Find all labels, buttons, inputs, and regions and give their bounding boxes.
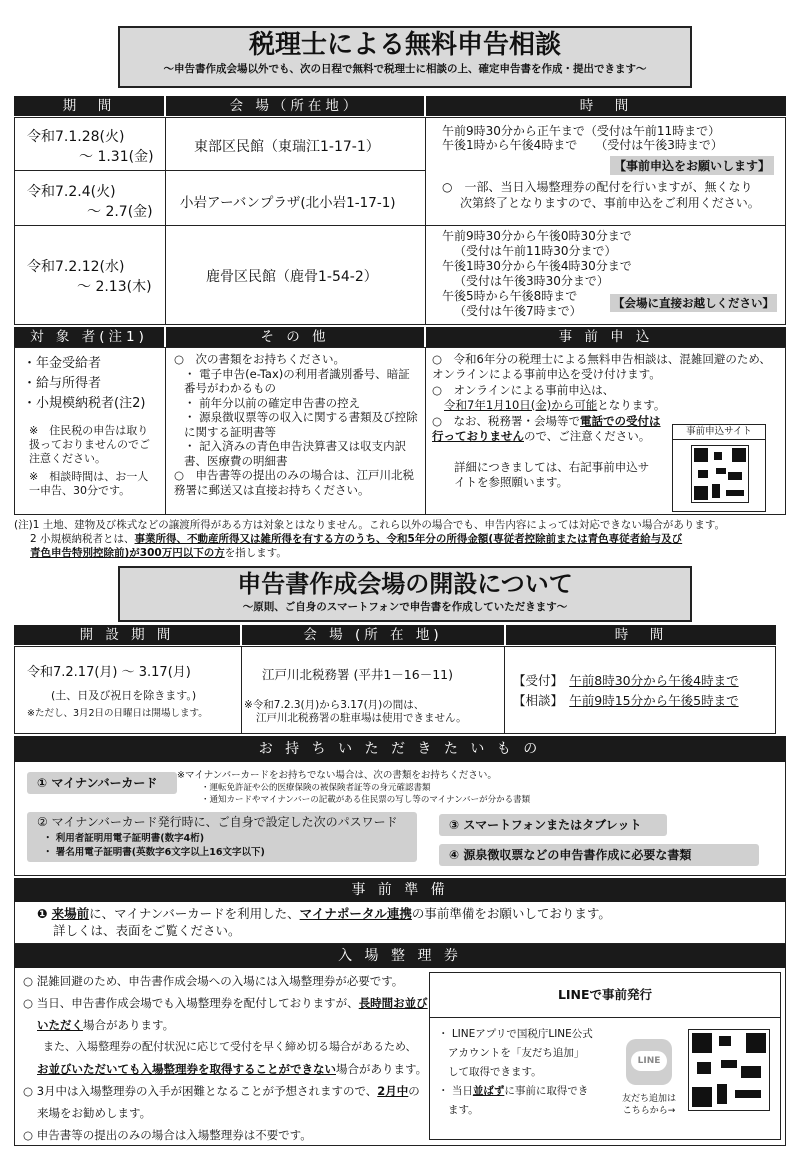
- period-start: 令和7.2.12(水): [27, 259, 125, 275]
- target-cell: [14, 347, 166, 515]
- ticket-item: ○ 3月中は入場整理券の入手が困難となることが予想されますので、2月中の: [23, 1084, 420, 1098]
- venue-header-time: 時 間: [506, 625, 776, 645]
- bring-item-smartphone: ③ スマートフォンまたはタブレット: [439, 814, 667, 836]
- pre-text: ○ オンラインによる事前申込は、 令和7年1月10日(金)から可能となります。: [432, 383, 666, 412]
- footnote-2: 2 小規模納税者とは、事業所得、不動産所得又は雑所得を有する方のうち、令和5年分の所得金額(専従者控除前または青色専従者給与及び 青色申告特別控除前)が300万円以下の方を指します。: [30, 533, 683, 559]
- target-note: ※ 相談時間は、お一人一申告、30分です。: [29, 470, 149, 497]
- period-end: ～ 1.31(金): [79, 149, 154, 165]
- line-qr-code-icon[interactable]: [688, 1029, 770, 1111]
- bring-cell: [14, 762, 786, 876]
- time-line: （受付は午前11時30分まで）: [454, 244, 617, 258]
- time-line: 午前9時30分から午後0時30分まで: [442, 229, 632, 243]
- consult-row-period: [14, 225, 166, 325]
- bring-sub: ・ 署名用電子証明書(英数字6文字以上16文字以下): [43, 847, 265, 858]
- consult-banner: [118, 26, 692, 88]
- consult-title: 税理士による無料申告相談: [248, 30, 561, 60]
- prep-line: 詳しくは、表面をご覧ください。: [53, 923, 241, 938]
- venue-name: 小岩アーバンプラザ(北小岩1-17-1): [180, 195, 396, 211]
- consult-time-b: [425, 225, 786, 325]
- pre-header: 事 前 申 込: [426, 327, 786, 347]
- time-line: 午後1時30分から午後4時30分まで: [442, 259, 632, 273]
- ticket-item: ○ 当日、申告書作成会場でも入場整理券を配付しておりますが、長時間お並び: [23, 996, 428, 1010]
- site-label: 事前申込サイト: [673, 425, 765, 440]
- bring-item-password-title: ② マイナンバーカード発行時に、ご自身で設定した次のパスワード: [37, 815, 398, 829]
- prep-cell: [14, 902, 786, 944]
- target-item: ・小規模納税者(注2): [23, 396, 146, 411]
- venue-name: 鹿骨区民館（鹿骨1-54-2）: [206, 269, 378, 285]
- prep-line: ❶ 来場前に、マイナンバーカードを利用した、マイナポータル連携の事前準備をお願いしております。: [37, 906, 611, 921]
- bring-header: お 持 ち い た だ き た い も の: [14, 736, 786, 762]
- consult-row-period: [14, 170, 166, 226]
- venue-banner: [118, 566, 692, 622]
- target-list: [23, 354, 145, 414]
- target-item: ・年金受給者: [23, 356, 102, 371]
- venue-time-line: 【相談】 午前9時15分から午後5時まで: [513, 693, 739, 708]
- ticket-list: [23, 970, 428, 1146]
- consult-subtitle: ～申告書作成会場以外でも、次の日程で無料で税理士に相談の上、確定申告書を作成・提出できます～: [163, 63, 647, 75]
- time-line: （受付は午後3時30分まで）: [454, 274, 609, 288]
- ticket-item: 来場をお勧めします。: [37, 1106, 152, 1120]
- line-title: LINEで事前発行: [430, 973, 780, 1018]
- period-start: 令和7.1.28(火): [27, 129, 125, 145]
- venue-period: 令和7.2.17(月) ～ 3.17(月): [27, 665, 191, 680]
- other-list: [174, 352, 420, 497]
- time-line: 午後1時から午後4時まで （受付は午後3時まで）: [442, 138, 723, 152]
- bring-item-password: [27, 812, 417, 862]
- consult-header-period: 期 間: [14, 96, 164, 116]
- other-cell: [165, 347, 426, 515]
- target-header: 対 象 者(注1): [14, 327, 164, 347]
- other-item: ○ 申告書等の提出のみの場合は、江戸川北税務署に郵送又は直接お持ちください。: [174, 468, 415, 497]
- venue-time-cell: [504, 646, 776, 734]
- bring-note: ※マイナンバーカードをお持ちでない場合は、次の書類をお持ちください。: [177, 770, 497, 781]
- venue-place-note: ※令和7.2.3(月)から3.17(月)の間は、: [244, 699, 425, 711]
- time-tag: 【会場に直接お越しください】: [610, 294, 777, 312]
- ticket-item: ○ 混雑回避のため、申告書作成会場への入場には入場整理券が必要です。: [23, 974, 404, 988]
- bring-sub: ・ 利用者証明用電子証明書(数字4桁): [43, 833, 205, 844]
- consult-header-time: 時 間: [426, 96, 786, 116]
- consult-header-venue: 会 場（所在地）: [166, 96, 424, 116]
- line-icon[interactable]: LINE: [626, 1039, 672, 1085]
- qr-code-icon[interactable]: [691, 445, 749, 503]
- other-item: ○ 次の書類をお持ちください。: [174, 352, 346, 366]
- period-end: ～ 2.13(木): [77, 279, 152, 295]
- alert-icon: ❶: [37, 906, 48, 921]
- target-item: ・給与所得者: [23, 376, 102, 391]
- venue-header-place: 会 場 (所 在 地): [242, 625, 504, 645]
- time-tag: 【事前申込をお願いします】: [610, 156, 774, 175]
- venue-place-cell: [241, 646, 505, 734]
- time-note: ○ 一部、当日入場整理券の配付を行いますが、無くなり: [442, 180, 753, 194]
- friend-add-label: 友だち追加は こちらから→: [621, 1094, 676, 1116]
- ticket-item: また、入場整理券の配付状況に応じて受付を早く締め切る場合があるため、: [43, 1040, 417, 1053]
- venue-title: 申告書作成会場の開設について: [237, 570, 573, 598]
- venue-place-note: 江戸川北税務署の駐車場は使用できません。: [256, 712, 467, 724]
- bring-note: ・運転免許証や公的医療保険の被保険者証等の身元確認書類: [201, 783, 431, 793]
- consult-time-a: [425, 117, 786, 226]
- time-line: 午前9時30分から正午まで（受付は午前11時まで）: [442, 124, 721, 138]
- line-box: [429, 972, 781, 1140]
- period-end: ～ 2.7(金): [87, 204, 153, 220]
- target-note: ※ 住民税の申告は取り扱っておりませんのでご注意ください。: [29, 424, 150, 465]
- bring-item-documents: ④ 源泉徴収票などの申告書作成に必要な書類: [439, 844, 759, 866]
- other-item: ・ 電子申告(e-Tax)の利用者識別番号、暗証番号がわかるもの: [184, 366, 410, 395]
- line-text: ・ LINEアプリで国税庁LINE公式 アカウントを「友だち追加」 して取得できます。 ・ 当日並ばずに事前に取得でき ます。: [438, 1028, 593, 1116]
- consult-row-venue: [165, 117, 426, 171]
- pre-site-box[interactable]: [672, 424, 766, 512]
- venue-header-period: 開 設 期 間: [14, 625, 240, 645]
- venue-period-note: ※ただし、3月2日の日曜日は開場します。: [27, 708, 208, 719]
- other-item: ・ 源泉徴収票等の収入に関する書類及び控除に関する証明書等: [184, 410, 418, 439]
- other-item: ・ 前年分以前の確定申告書の控え: [184, 395, 361, 410]
- venue-time-line: 【受付】 午前8時30分から午後4時まで: [513, 673, 739, 688]
- consult-row-venue: [165, 170, 426, 226]
- ticket-item: いただく場合があります。: [37, 1018, 175, 1032]
- ticket-item: ○ 申告書等の提出のみの場合は入場整理券は不要です。: [23, 1128, 312, 1142]
- pre-text: ○ なお、税務署・会場等で電話での受付は行っておりませんので、ご注意ください。: [432, 414, 661, 443]
- consult-row-venue: [165, 225, 426, 325]
- bring-item-mynumber: ① マイナンバーカード: [27, 772, 177, 794]
- pre-text: ○ 令和6年分の税理士による無料申告相談は、混雑回避のため、オンラインによる事前申込を受け付けます。: [432, 352, 771, 381]
- venue-subtitle: ～原則、ご自身のスマートフォンで申告書を作成していただきます～: [242, 601, 568, 613]
- venue-place: 江戸川北税務署 (平井1－16－11): [262, 667, 453, 682]
- other-item: ・ 記入済みの青色申告決算書又は収支内訳書、医療費の明細書: [184, 439, 407, 468]
- time-line: 午後5時から午後8時まで: [442, 289, 578, 303]
- other-header: そ の 他: [166, 327, 424, 347]
- venue-period-note: (土、日及び祝日を除きます。): [51, 689, 197, 702]
- footnote-1: (注)1 土地、建物及び株式などの譲渡所得がある方は対象とはなりません。これら以外の場合でも、申告内容によっては対応できない場合があります。: [14, 519, 725, 531]
- consult-row-period: [14, 117, 166, 171]
- bring-note: ・通知カードやマイナンバーの記載がある住民票の写し等のマイナンバーが分かる書類: [201, 795, 531, 805]
- time-note: 次第終了となりますので、事前申込をご利用ください。: [460, 196, 760, 210]
- venue-name: 東部区民館（東瑞江1-17-1）: [194, 139, 380, 155]
- period-start: 令和7.2.4(火): [27, 184, 116, 200]
- prep-header: 事 前 準 備: [14, 878, 786, 902]
- pre-cell: [425, 347, 786, 515]
- ticket-item: お並びいただいても入場整理券を取得することができない場合があります。: [37, 1062, 428, 1076]
- ticket-cell: [14, 968, 786, 1146]
- time-line: （受付は午後7時まで）: [454, 304, 582, 318]
- venue-period-cell: [14, 646, 242, 734]
- pre-text: 詳細につきましては、右記事前申込サイトを参照願います。: [454, 460, 650, 489]
- ticket-header: 入 場 整 理 券: [14, 944, 786, 968]
